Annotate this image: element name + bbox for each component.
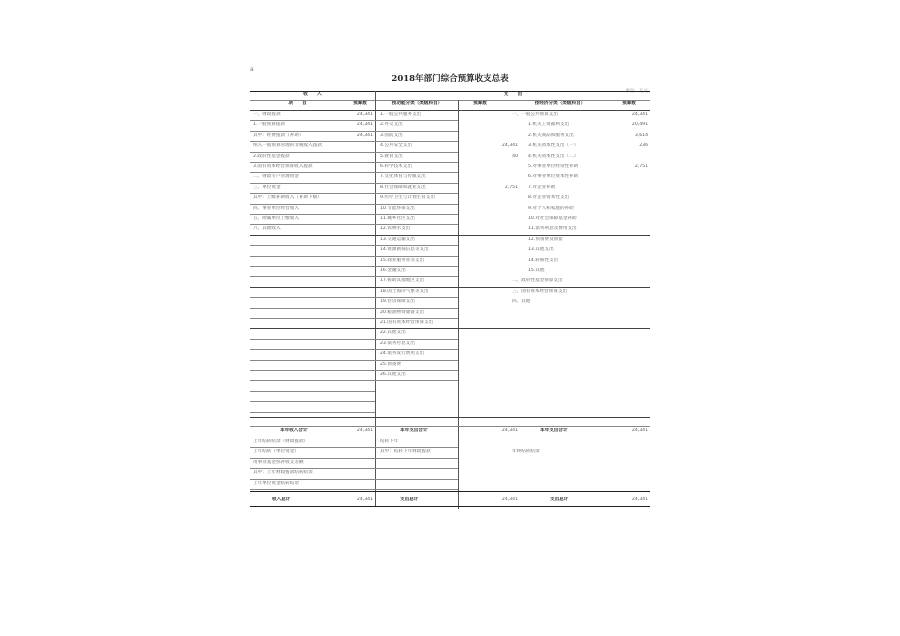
income-budget-header: 预算数 — [353, 101, 367, 106]
econ-row-value: 2,751 — [634, 164, 648, 169]
income-subtotal-label: 本年收入合计 — [280, 428, 308, 433]
expense-total-label: 支出总计 — [400, 497, 419, 502]
econ-row-label: 14.转移性支出 — [528, 257, 559, 263]
income-group-header: 收 入 — [303, 92, 322, 97]
expense-subtotal-label: 本年支出合计 — [400, 428, 428, 433]
expense-econ-budget-header: 预算数 — [622, 101, 636, 106]
econ-row-value: 24,341 — [631, 112, 648, 117]
unit-label: 单位：万元 — [625, 89, 648, 94]
expense-econ-header: 按经济分类（类级科目） — [534, 101, 586, 106]
econ-row-label: 8.对企业资本性支出 — [528, 195, 570, 201]
income-row-value: 24,341 — [356, 132, 373, 138]
func-row-label: 25.预备费 — [380, 361, 402, 367]
func-row-value: 40 — [512, 153, 518, 159]
econ-row-label: 11.债务利息及费用支出 — [528, 226, 577, 232]
func-row-value: 2,751 — [504, 184, 518, 190]
income-carry-label: 上年结转（单位资金） — [253, 449, 299, 455]
func-row-label: 14.资源勘探信息等支出 — [380, 247, 429, 253]
econ-row-label: 7.对企业补助 — [528, 184, 556, 190]
econ-row-label: 三、国有资本经营预算支出 — [512, 288, 568, 294]
expense-carry-label: 其中：结转下年财政拨款 — [380, 449, 431, 455]
income-row-label: 其中：经费拨款（补助） — [253, 132, 304, 138]
econ-subtotal-label: 本年支出合计 — [540, 428, 568, 433]
econ-row-label: 12.预备费及预留 — [528, 236, 563, 242]
income-row-label: 3.国有资本经营预算收入拨款 — [253, 164, 313, 169]
func-row-label: 8.社会保障和就业支出 — [380, 184, 426, 190]
func-row-label: 17.援助其他地区支出 — [380, 278, 425, 284]
income-row-label: 1.一般预算拨款 — [253, 122, 285, 128]
income-row-label: 二、财政专户管理资金 — [253, 174, 299, 180]
income-total-value: 24,341 — [356, 497, 373, 502]
income-row-label: 其中：上级补助收入（补助下级） — [253, 195, 322, 201]
expense-func-header: 按功能分类（类级科目） — [391, 101, 443, 106]
expense-subtotal-value: 24,341 — [501, 428, 518, 433]
income-row-label: 六、其他收入 — [253, 226, 281, 232]
func-row-label: 2.外交支出 — [380, 122, 403, 128]
econ-row-value: 20,491 — [631, 122, 648, 128]
func-row-label: 24.债务发行费用支出 — [380, 351, 425, 357]
income-carry-label: 其中：上年财政拨款结转结余 — [253, 470, 313, 476]
func-row-label: 3.国防支出 — [380, 132, 403, 138]
econ-row-value: 236 — [639, 143, 648, 149]
econ-row-label: 3.机关资本性支出（一） — [528, 143, 579, 149]
econ-row-label: 二、政府性基金预算支出 — [512, 278, 563, 284]
corner-mark: a — [250, 66, 254, 73]
func-row-label: 6.科学技术支出 — [380, 164, 412, 169]
income-item-header: 项 目 — [288, 101, 307, 106]
income-row-value: 24,341 — [356, 122, 373, 128]
func-row-label: 11.城乡社区支出 — [380, 216, 415, 221]
func-row-label: 15.商业服务业等支出 — [380, 257, 425, 263]
econ-row-label: 4.机关资本性支出（二） — [528, 153, 579, 159]
func-row-label: 7.文化体育与传媒支出 — [380, 174, 426, 180]
income-row-label: 四、事业单位经营收入 — [253, 205, 299, 211]
income-total-label: 收入总计 — [272, 497, 291, 502]
func-row-label: 16.金融支出 — [380, 268, 406, 273]
expense-total-value: 24,341 — [501, 497, 518, 502]
income-carry-label: 上年单位资金结转结余 — [253, 480, 299, 486]
func-row-value: 24,341 — [501, 143, 518, 149]
func-row-label: 19.住房保障支出 — [380, 299, 415, 305]
func-row-label: 5.教育支出 — [380, 153, 403, 159]
econ-row-label: 9.对个人和家庭的补助 — [528, 205, 574, 211]
document-title: 2018年部门综合预算收支总表 — [391, 74, 509, 84]
func-row-label: 4.公共安全支出 — [380, 143, 412, 149]
econ-row-label: 一、一般公共预算支出 — [512, 112, 558, 117]
econ-row-label: 15.其他 — [528, 268, 545, 273]
econ-row-label: 10.对社会保障基金补助 — [528, 216, 577, 221]
income-row-label: 五、附属单位上缴收入 — [253, 216, 299, 221]
func-row-label: 12.农林水支出 — [380, 226, 411, 232]
econ-row-label: 13.其他支出 — [528, 247, 554, 253]
income-carry-label: 用事业基金弥补收支差额 — [253, 459, 304, 465]
econ-row-label: 四、其他 — [512, 299, 531, 305]
income-carry-label: 上年结转结余（财政拨款） — [253, 439, 309, 444]
expense-carry-label: 结转下年 — [380, 439, 399, 444]
econ-row-value: 3,614 — [634, 132, 648, 138]
income-row-label: 一、财政拨款 — [253, 112, 281, 117]
func-row-label: 20.粮油物资储备支出 — [380, 309, 425, 315]
econ-row-label: 5.对事业单位经常性补助 — [528, 164, 579, 169]
func-row-label: 22.其他支出 — [380, 330, 406, 336]
econ-carry-label: 年终结转结余 — [512, 449, 540, 454]
income-row-label: 纳入一般预算管理的非税收入拨款 — [253, 143, 322, 149]
econ-row-label: 1.机关工资福利支出 — [528, 122, 570, 128]
income-subtotal-value: 24,341 — [356, 428, 373, 433]
econ-subtotal-value: 24,341 — [631, 428, 648, 433]
func-row-label: 21.国有资本经营预算支出 — [380, 320, 434, 325]
income-row-label: 三、单位资金 — [253, 184, 281, 190]
econ-row-label: 2.机关商品和服务支出 — [528, 132, 574, 138]
income-row-value: 24,341 — [356, 112, 373, 117]
func-row-label: 9.医疗卫生与计划生育支出 — [380, 195, 435, 201]
func-row-label: 26.其他支出 — [380, 372, 406, 377]
budget-table — [250, 91, 650, 507]
func-row-label: 13.交通运输支出 — [380, 236, 415, 242]
econ-total-label: 支出总计 — [550, 497, 569, 502]
expense-func-budget-header: 预算数 — [473, 101, 487, 106]
func-row-label: 23.债务付息支出 — [380, 340, 415, 346]
func-row-label: 18.国土海洋气象等支出 — [380, 288, 429, 294]
func-row-label: 1.一般公共服务支出 — [380, 112, 422, 117]
func-row-label: 10.节能环保支出 — [380, 205, 415, 211]
econ-row-label: 6.对事业单位资本性补助 — [528, 174, 579, 180]
income-row-label: 2.政府性基金拨款 — [253, 153, 290, 159]
expense-group-header: 支 出 — [503, 92, 523, 97]
econ-total-value: 24,341 — [631, 497, 648, 502]
